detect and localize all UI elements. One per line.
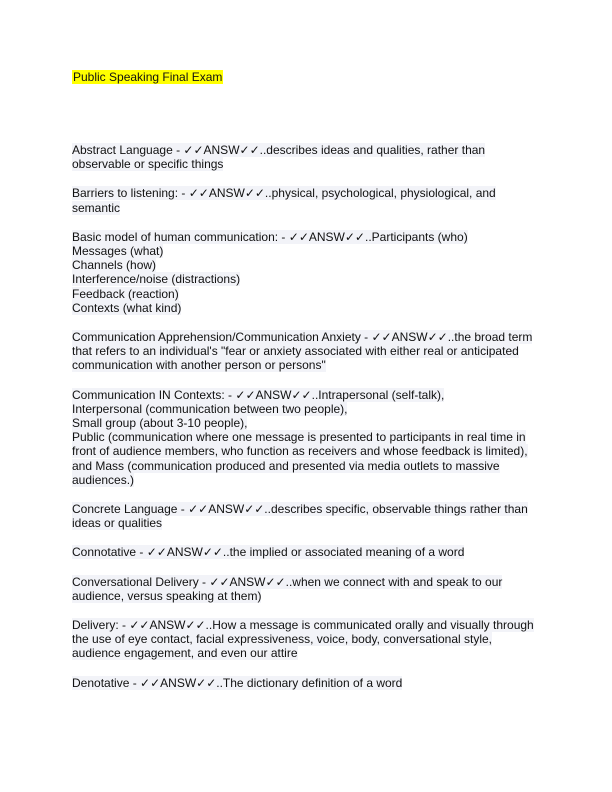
entry-line-text: Basic model of human communication: - ✓✓ANSW✓✓..Participants (who) bbox=[72, 229, 468, 244]
glossary-entry bbox=[72, 676, 542, 690]
entry-line-text: Concrete Language - ✓✓ANSW✓✓..describes specific, observable things rather than bbox=[72, 502, 528, 517]
entry-line-text: front of audience members, who function as receivers and whose feedback is limited), bbox=[72, 444, 528, 459]
entry-line bbox=[72, 575, 542, 589]
entry-line bbox=[72, 402, 542, 416]
glossary-entry bbox=[72, 230, 542, 315]
entry-line bbox=[72, 676, 542, 690]
document-title: Public Speaking Final Exam bbox=[73, 70, 223, 84]
entry-line-text: semantic bbox=[72, 200, 121, 215]
entry-line bbox=[72, 244, 542, 258]
entry-line-text: Barriers to listening: - ✓✓ANSW✓✓..physical, psychological, physiological, and bbox=[72, 186, 496, 201]
entry-line-text: audience engagement, and even our attire bbox=[72, 646, 298, 661]
entry-line bbox=[72, 545, 542, 559]
entry-line bbox=[72, 201, 542, 215]
entry-line bbox=[72, 272, 542, 286]
entry-line-text: Messages (what) bbox=[72, 244, 164, 259]
entry-line bbox=[72, 473, 542, 487]
entry-line bbox=[72, 186, 542, 200]
glossary-entry bbox=[72, 502, 542, 530]
glossary-entry bbox=[72, 388, 542, 487]
glossary-entry bbox=[72, 575, 542, 603]
entry-line-text: Interpersonal (communication between two people), bbox=[72, 401, 348, 416]
glossary-entry bbox=[72, 330, 542, 373]
entry-line-text: Connotative - ✓✓ANSW✓✓..the implied or associated meaning of a word bbox=[72, 545, 465, 560]
entry-line-text: that refers to an individual's "fear or anxiety associated with either real or anticipated bbox=[72, 344, 519, 359]
entry-line bbox=[72, 143, 542, 157]
entry-line bbox=[72, 301, 542, 315]
entry-line-text: Communication IN Contexts: - ✓✓ANSW✓✓..Intrapersonal (self-talk), bbox=[72, 387, 445, 402]
entry-line bbox=[72, 388, 542, 402]
entry-line bbox=[72, 444, 542, 458]
entry-line bbox=[72, 344, 542, 358]
entry-line bbox=[72, 430, 542, 444]
entry-line bbox=[72, 459, 542, 473]
entry-line-text: Communication Apprehension/Communication Anxiety - ✓✓ANSW✓✓..the broad term bbox=[72, 330, 533, 345]
entry-line bbox=[72, 258, 542, 272]
entry-line-text: observable or specific things bbox=[72, 157, 224, 172]
entry-line bbox=[72, 632, 542, 646]
entry-line bbox=[72, 646, 542, 660]
entry-line-text: Small group (about 3-10 people), bbox=[72, 416, 248, 431]
entry-line-text: ideas or qualities bbox=[72, 516, 163, 531]
entry-list bbox=[72, 143, 542, 705]
entry-line-text: and Mass (communication produced and presented via media outlets to massive bbox=[72, 458, 500, 473]
entry-line-text: Abstract Language - ✓✓ANSW✓✓..describes ideas and qualities, rather than bbox=[72, 143, 486, 157]
entry-line bbox=[72, 230, 542, 244]
entry-line bbox=[72, 157, 542, 171]
entry-line bbox=[72, 416, 542, 430]
entry-line-text: Channels (how) bbox=[72, 258, 157, 273]
entry-line-text: the use of eye contact, facial expressiveness, voice, body, conversational style, bbox=[72, 632, 492, 647]
glossary-entry bbox=[72, 618, 542, 661]
entry-line bbox=[72, 589, 542, 603]
entry-line-text: audiences.) bbox=[72, 472, 135, 487]
entry-line bbox=[72, 330, 542, 344]
entry-line bbox=[72, 358, 542, 372]
entry-line-text: communication with another person or persons" bbox=[72, 358, 326, 373]
entry-line-text: Feedback (reaction) bbox=[72, 286, 179, 301]
entry-line bbox=[72, 516, 542, 530]
entry-line bbox=[72, 287, 542, 301]
glossary-entry bbox=[72, 545, 542, 559]
glossary-entry bbox=[72, 186, 542, 214]
entry-line-text: audience, versus speaking at them) bbox=[72, 588, 262, 603]
entry-line-text: Delivery: - ✓✓ANSW✓✓..How a message is communicated orally and visually through bbox=[72, 618, 534, 633]
entry-line-text: Interference/noise (distractions) bbox=[72, 272, 241, 287]
entry-line-text: Denotative - ✓✓ANSW✓✓..The dictionary definition of a word bbox=[72, 675, 403, 690]
entry-line bbox=[72, 502, 542, 516]
entry-line-text: Conversational Delivery - ✓✓ANSW✓✓..when we connect with and speak to our bbox=[72, 574, 503, 589]
entry-line-text: Public (communication where one message is presented to participants in real time in bbox=[72, 430, 526, 445]
entry-line bbox=[72, 618, 542, 632]
entry-line-text: Contexts (what kind) bbox=[72, 300, 182, 315]
glossary-entry bbox=[72, 143, 542, 171]
